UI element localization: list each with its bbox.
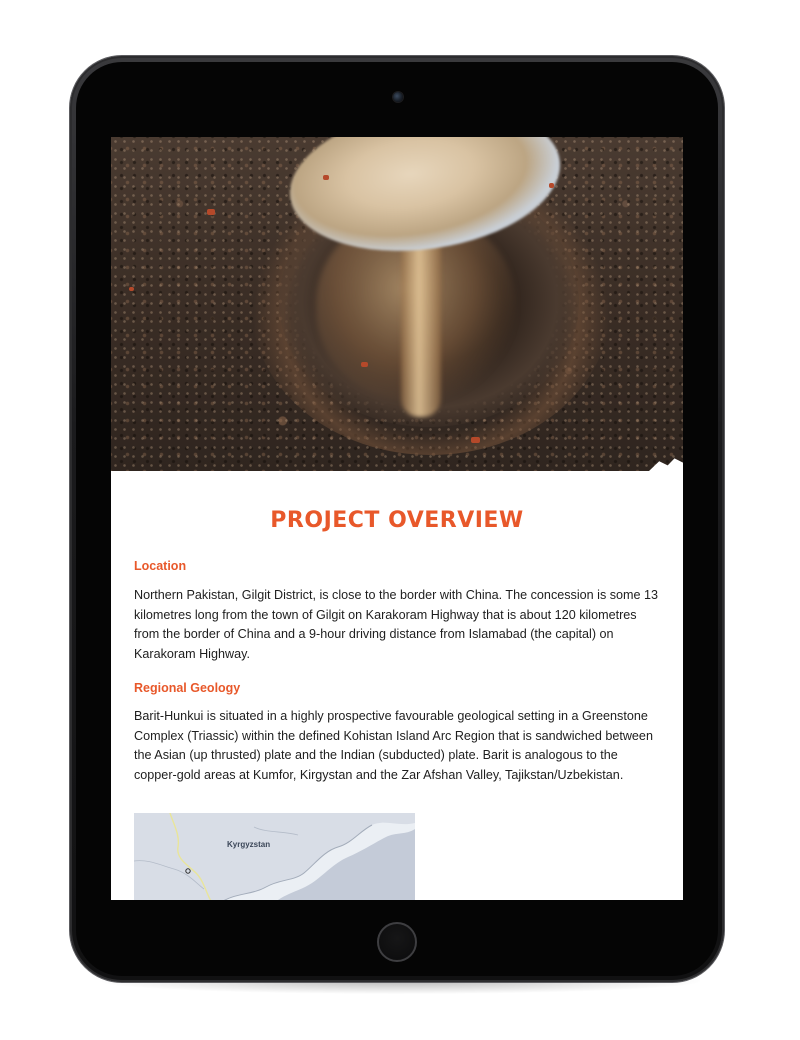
home-button[interactable] [377,922,417,962]
soil-fleck [549,183,554,188]
page-title: PROJECT OVERVIEW [270,508,524,533]
camera-icon [393,92,403,102]
map-country-label: Kyrgyzstan [227,840,271,849]
region-map-image [134,813,415,900]
soil-fleck [207,209,215,215]
soil-fleck [129,287,134,291]
regional-geology-text: Barit-Hunkui is situated in a highly prospective favourable geological setting in a Greenstone Complex (Triassic) within the defined Kohistan Island Arc Region that is sandwiched between the Asian (up thrusted) plate and the Indian (subducted) plate. Barit is analogous to the copper-gold areas at Kumfor, Kirgystan and the Zar Afshan Valley, Tajikstan/Uzbekistan. [134,709,653,782]
soil-fleck [361,362,368,367]
auger-shaft [401,227,441,417]
map-graphic [134,813,415,900]
soil-fleck [323,175,329,180]
location-heading: Location [134,559,187,573]
regional-geology-heading: Regional Geology [134,681,241,695]
hero-drilling-image [111,137,683,471]
tablet-screen [111,137,683,900]
main-content [111,471,683,785]
location-text: Northern Pakistan, Gilgit District, is close to the border with China. The concession is some 13 kilometres long from the town of Gilgit on Karakoram Highway that is about 120 kilometres from the border of China and a 9-hour driving distance from Islamabad (the capital) on Karakoram Highway. [134,588,659,661]
soil-fleck [471,437,480,443]
